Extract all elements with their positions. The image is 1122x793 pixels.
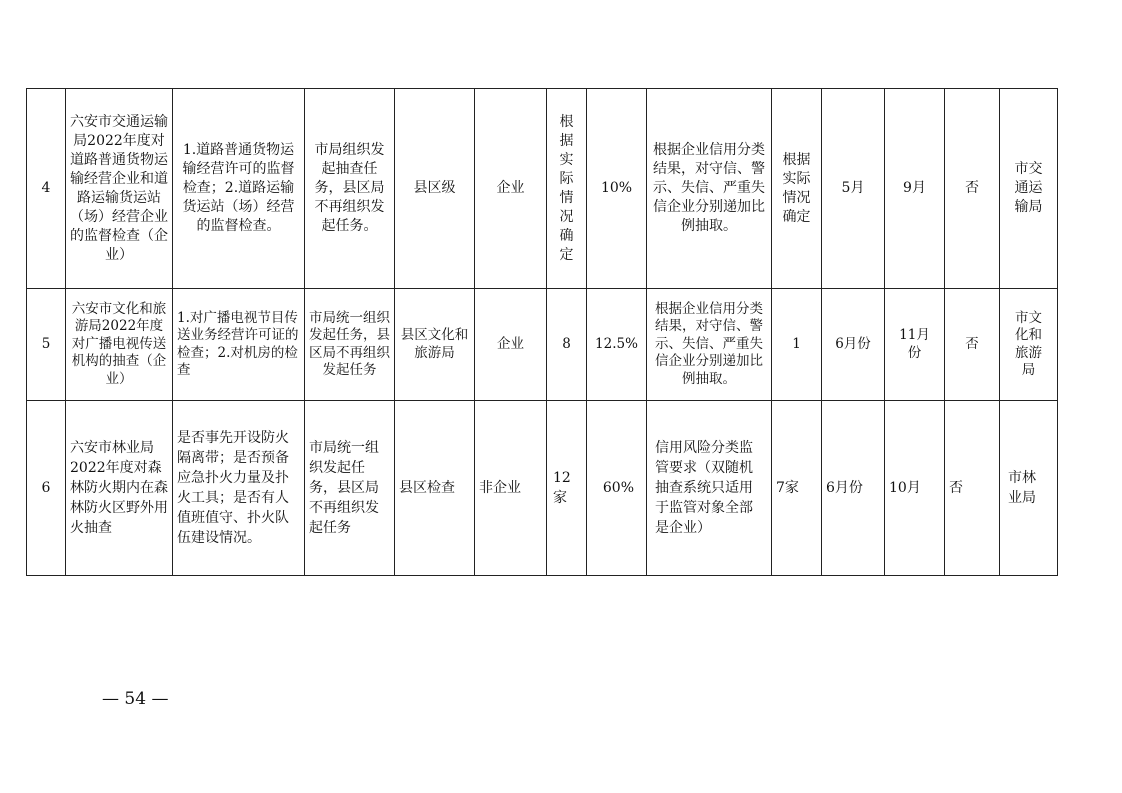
row-number: 4 bbox=[27, 89, 66, 289]
sample-ratio: 60% bbox=[587, 401, 647, 576]
responsible-dept: 市交通运输局 bbox=[1000, 89, 1058, 289]
end-time: 9月 bbox=[885, 89, 945, 289]
start-time: 6月份 bbox=[822, 401, 885, 576]
row-number: 6 bbox=[27, 401, 66, 576]
table-row bbox=[27, 289, 1058, 401]
inspection-level: 县区级 bbox=[395, 89, 475, 289]
start-time: 5月 bbox=[822, 89, 885, 289]
inspection-object: 非企业 bbox=[475, 401, 547, 576]
object-count: 12家 bbox=[547, 401, 587, 576]
inspection-object: 企业 bbox=[475, 89, 547, 289]
inspection-object: 企业 bbox=[475, 289, 547, 401]
table-row bbox=[27, 89, 1058, 289]
responsible-dept: 市文化和旅游局 bbox=[1000, 289, 1058, 401]
sample-ratio: 10% bbox=[587, 89, 647, 289]
joint-flag: 否 bbox=[945, 289, 1000, 401]
joint-flag: 否 bbox=[945, 89, 1000, 289]
sample-count: 根据实际情况确定 bbox=[772, 89, 822, 289]
task-name: 六安市交通运输局2022年度对道路普通货物运输经营企业和道路运输货运站（场）经营企业的监督检查（企业） bbox=[66, 89, 173, 289]
organize-method: 市局统一组织发起任务，县区局不再组织发起任务 bbox=[305, 289, 395, 401]
end-time: 11月份 bbox=[885, 289, 945, 401]
inspection-content: 是否事先开设防火隔离带；是否预备应急扑火力量及扑火工具；是否有人值班值守、扑火队伍建设情况。 bbox=[173, 401, 305, 576]
responsible-dept: 市林业局 bbox=[1000, 401, 1058, 576]
end-time: 10月 bbox=[885, 401, 945, 576]
inspection-table bbox=[26, 88, 1058, 576]
sample-method: 根据企业信用分类结果，对守信、警示、失信、严重失信企业分别递加比例抽取。 bbox=[647, 289, 772, 401]
table-row bbox=[27, 401, 1058, 576]
start-time: 6月份 bbox=[822, 289, 885, 401]
organize-method: 市局统一组织发起任务，县区局不再组织发起任务 bbox=[305, 401, 395, 576]
object-count: 8 bbox=[547, 289, 587, 401]
joint-flag: 否 bbox=[945, 401, 1000, 576]
object-count: 根据实际情况确定 bbox=[547, 89, 587, 289]
sample-count: 7家 bbox=[772, 401, 822, 576]
row-number: 5 bbox=[27, 289, 66, 401]
sample-method: 信用风险分类监管要求（双随机抽查系统只适用于监管对象全部是企业） bbox=[647, 401, 772, 576]
sample-count: 1 bbox=[772, 289, 822, 401]
inspection-level: 县区文化和旅游局 bbox=[395, 289, 475, 401]
organize-method: 市局组织发起抽查任务，县区局不再组织发起任务。 bbox=[305, 89, 395, 289]
task-name: 六安市文化和旅游局2022年度对广播电视传送机构的抽查（企业） bbox=[66, 289, 173, 401]
inspection-content: 1.对广播电视节目传送业务经营许可证的检查；2.对机房的检查 bbox=[173, 289, 305, 401]
page-number: — 54 — bbox=[102, 689, 169, 709]
sample-ratio: 12.5% bbox=[587, 289, 647, 401]
inspection-content: 1.道路普通货物运输经营许可的监督检查；2.道路运输货运站（场）经营的监督检查。 bbox=[173, 89, 305, 289]
inspection-level: 县区检查 bbox=[395, 401, 475, 576]
task-name: 六安市林业局2022年度对森林防火期内在森林防火区野外用火抽查 bbox=[66, 401, 173, 576]
sample-method: 根据企业信用分类结果，对守信、警示、失信、严重失信企业分别递加比例抽取。 bbox=[647, 89, 772, 289]
